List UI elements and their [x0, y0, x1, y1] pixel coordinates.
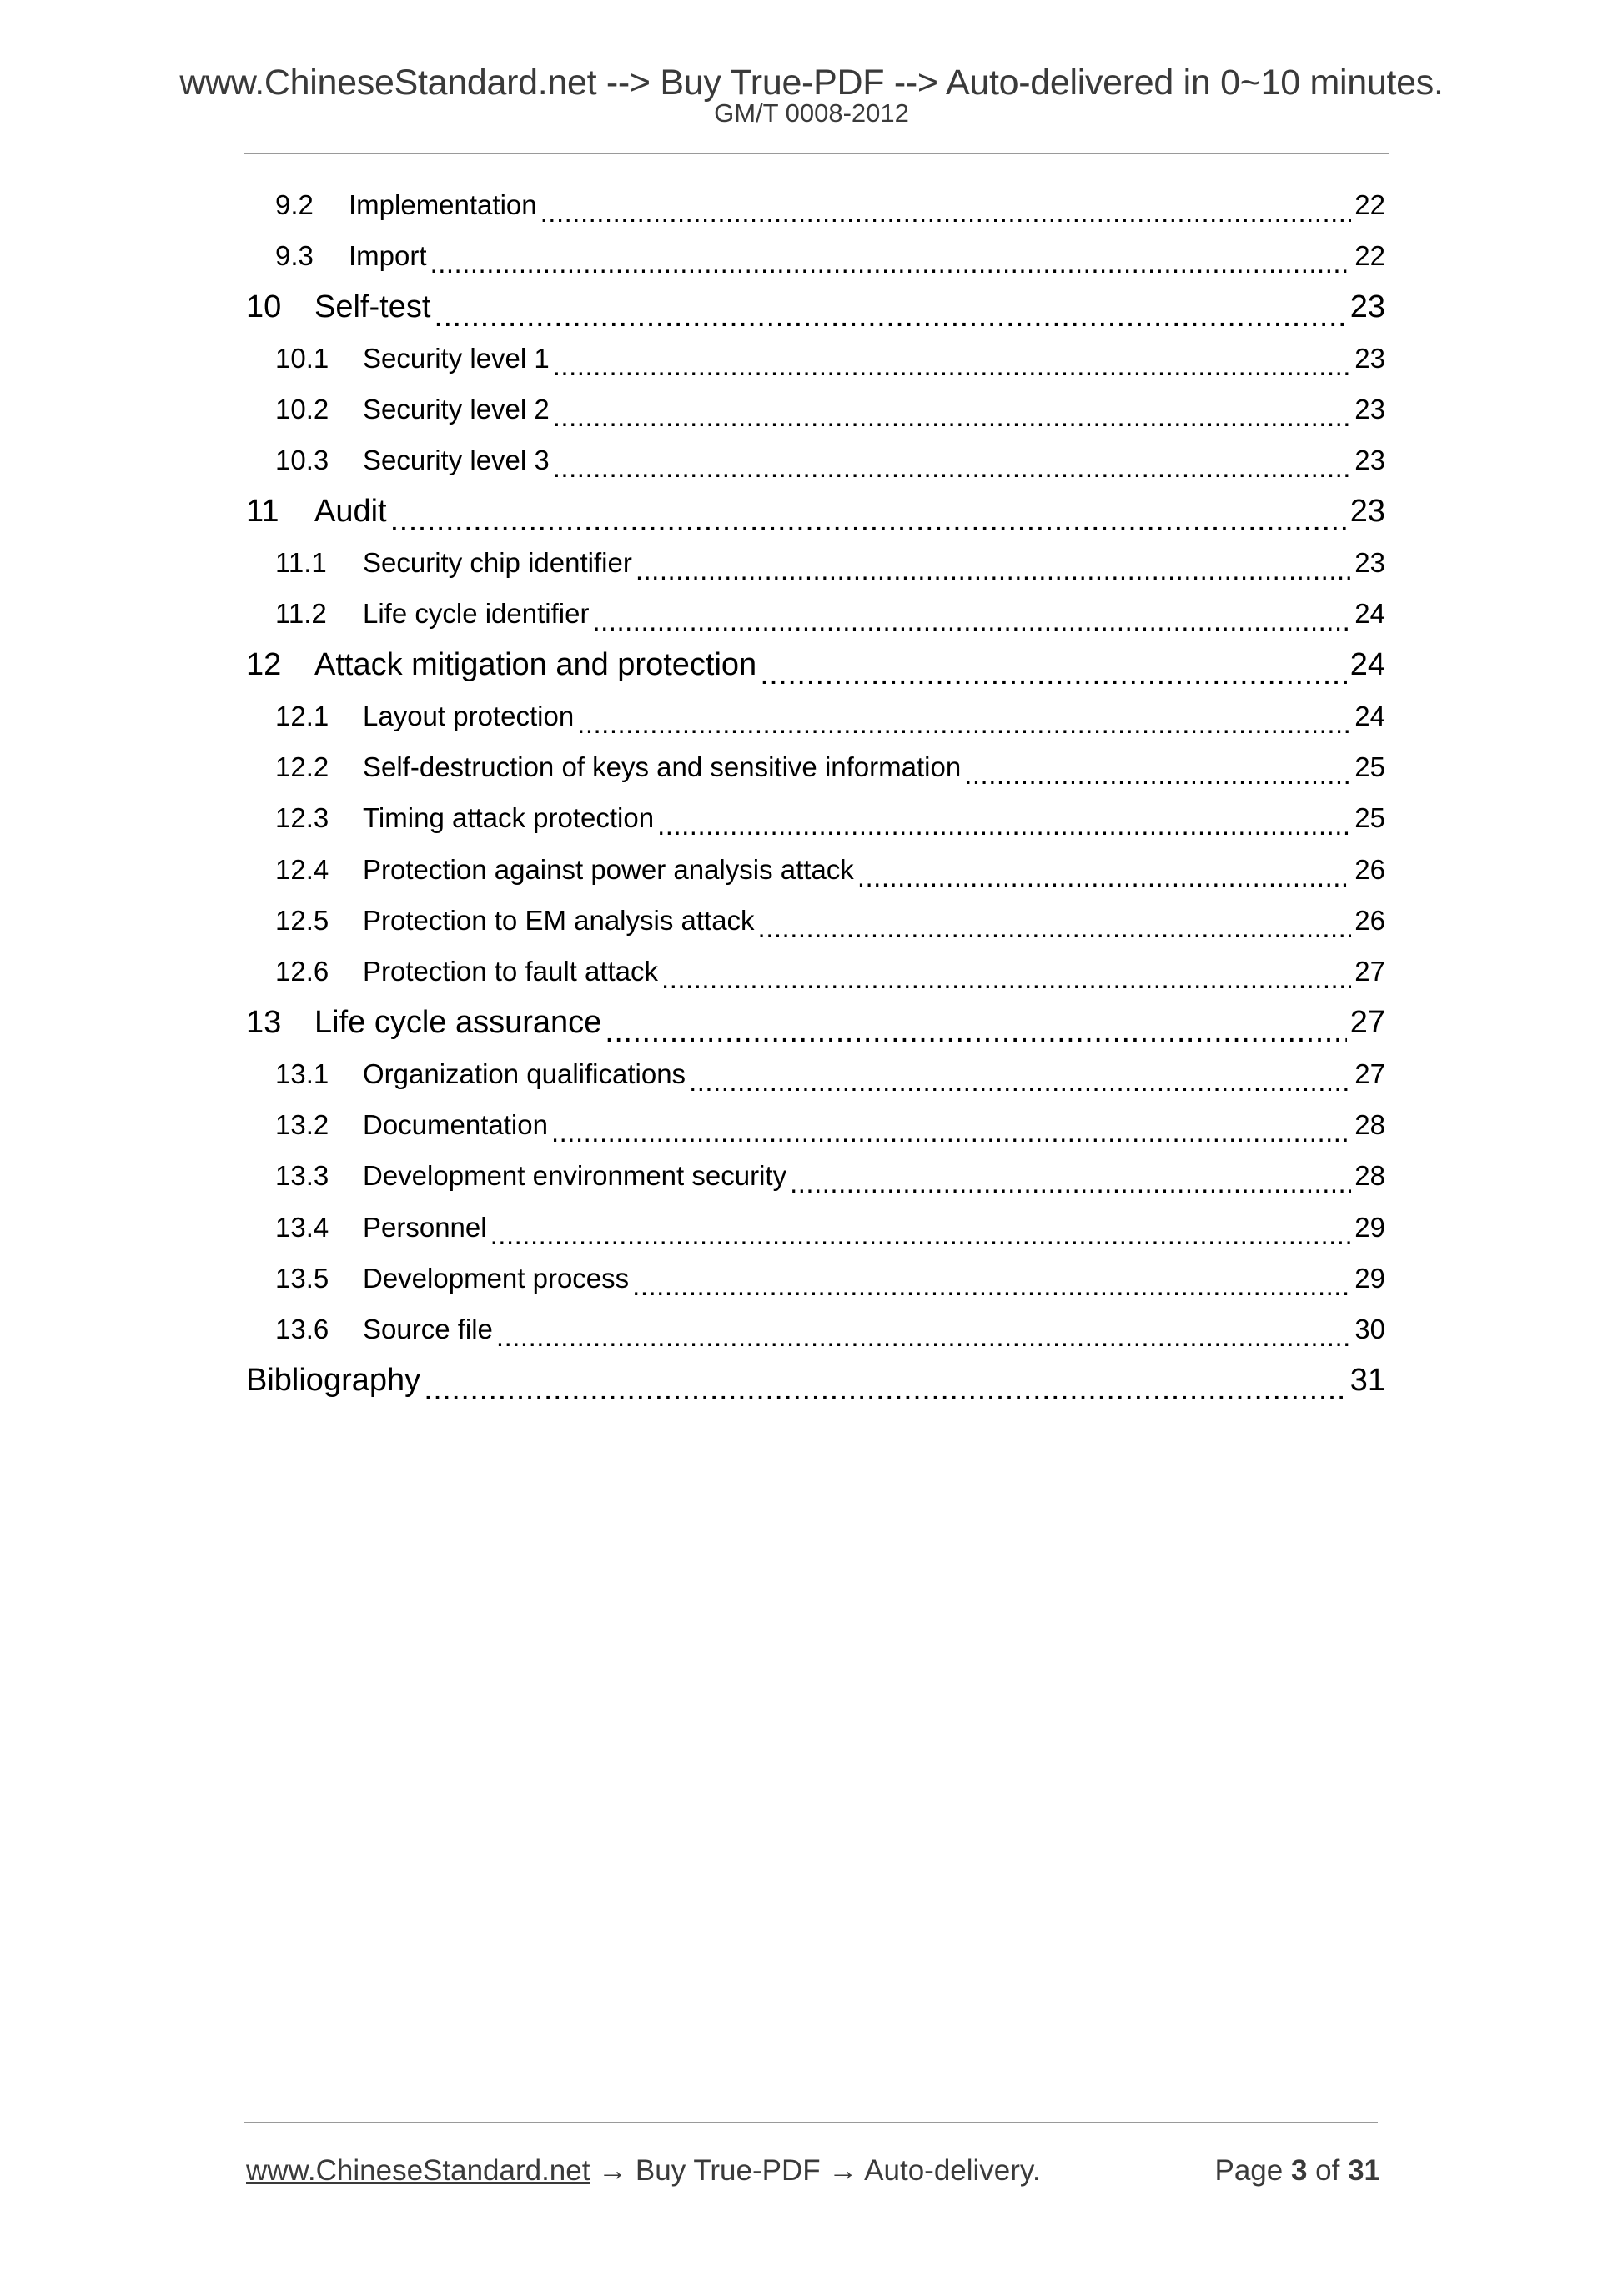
page-prefix: Page: [1214, 2154, 1291, 2187]
toc-number: 13.4: [275, 1211, 329, 1243]
toc-title: Self-test: [314, 289, 431, 324]
dot-leader: [490, 1219, 1352, 1251]
toc-entry[interactable]: [246, 844, 1385, 895]
toc-entry[interactable]: [246, 230, 1385, 281]
toc-page: 23: [1349, 493, 1385, 529]
toc-title: Development environment security: [363, 1160, 787, 1192]
dot-leader: [632, 1270, 1351, 1302]
toc-number: 13.6: [275, 1314, 329, 1345]
toc-entry[interactable]: [246, 741, 1385, 792]
toc-entry[interactable]: [246, 793, 1385, 844]
dot-leader: [592, 605, 1351, 637]
toc-title: Protection to fault attack: [363, 956, 659, 987]
toc-title: Organization qualifications: [363, 1058, 686, 1089]
toc-number: 12.5: [275, 904, 329, 936]
toc-entry[interactable]: [246, 691, 1385, 741]
dot-leader: [758, 912, 1352, 944]
toc-number: 10: [246, 289, 282, 324]
toc-number: 10.1: [275, 342, 329, 374]
toc-title: Protection to EM analysis attack: [363, 904, 755, 936]
toc-title: Audit: [314, 493, 387, 529]
toc-entry[interactable]: [246, 282, 1385, 333]
toc-page: 27: [1354, 956, 1385, 987]
toc-title: Bibliography: [246, 1362, 421, 1398]
toc-title: Attack mitigation and protection: [314, 646, 757, 682]
toc-title: Security level 2: [363, 393, 550, 425]
toc-number: 9.3: [275, 239, 314, 271]
dot-leader: [496, 1321, 1351, 1353]
toc-page: 29: [1354, 1262, 1385, 1294]
toc-number: 12.3: [275, 802, 329, 834]
standard-code: GM/T 0008-2012: [714, 98, 909, 128]
toc-page: 24: [1354, 598, 1385, 630]
dot-leader: [430, 248, 1352, 279]
toc-number: 13.5: [275, 1262, 329, 1294]
dot-leader: [390, 503, 1347, 539]
toc-number: 13.1: [275, 1058, 329, 1089]
toc-page: 23: [1354, 445, 1385, 476]
toc-entry[interactable]: [246, 435, 1385, 485]
toc-entry[interactable]: [246, 895, 1385, 946]
toc-title: Security level 1: [363, 342, 550, 374]
dot-leader: [657, 810, 1351, 842]
site-link[interactable]: www.ChineseStandard.net: [246, 2154, 590, 2187]
toc-entry[interactable]: [246, 588, 1385, 639]
toc-entry[interactable]: [246, 640, 1385, 691]
toc-entry[interactable]: [246, 1099, 1385, 1150]
toc-title: Security level 3: [363, 445, 550, 476]
dot-leader: [964, 759, 1351, 791]
toc-page: 23: [1354, 546, 1385, 578]
toc-page: 25: [1354, 751, 1385, 782]
dot-leader: [577, 708, 1351, 740]
toc-number: 10.3: [275, 445, 329, 476]
toc-number: 11.1: [275, 546, 327, 578]
toc-entry[interactable]: [246, 1151, 1385, 1202]
toc-title: Personnel: [363, 1211, 487, 1243]
toc-number: 11: [246, 493, 279, 529]
toc-page: 23: [1354, 342, 1385, 374]
toc-title: Documentation: [363, 1108, 548, 1140]
toc-number: 12.2: [275, 751, 329, 782]
toc-page: 23: [1354, 393, 1385, 425]
toc-page: 25: [1354, 802, 1385, 834]
toc-number: 10.2: [275, 393, 329, 425]
toc-entry[interactable]: [246, 537, 1385, 588]
toc-page: 27: [1354, 1058, 1385, 1089]
toc-page: 23: [1349, 289, 1385, 324]
dot-leader: [424, 1372, 1347, 1408]
toc-title: Life cycle identifier: [363, 598, 590, 630]
toc-number: 13.2: [275, 1108, 329, 1140]
toc-page: 29: [1354, 1211, 1385, 1243]
toc-page: 26: [1354, 904, 1385, 936]
toc-page: 30: [1354, 1314, 1385, 1345]
total-pages: 31: [1348, 2154, 1380, 2187]
toc-title: Development process: [363, 1262, 630, 1294]
toc-page: 22: [1354, 239, 1385, 271]
toc-number: 9.2: [275, 188, 314, 220]
toc-entry[interactable]: [246, 1253, 1385, 1304]
toc-number: 12.6: [275, 956, 329, 987]
toc-entry[interactable]: [246, 1202, 1385, 1253]
table-of-contents: [246, 179, 1385, 1406]
toc-number: 13.3: [275, 1160, 329, 1192]
toc-entry[interactable]: [246, 1304, 1385, 1355]
dot-leader: [540, 197, 1352, 229]
header-divider: [244, 153, 1389, 154]
toc-page: 24: [1349, 646, 1385, 682]
toc-entry[interactable]: [246, 179, 1385, 230]
toc-number: 12.4: [275, 853, 329, 885]
toc-entry[interactable]: [246, 486, 1385, 537]
toc-title: Security chip identifier: [363, 546, 632, 578]
dot-leader: [857, 862, 1351, 893]
toc-entry-bibliography[interactable]: [246, 1355, 1385, 1406]
toc-number: 11.2: [275, 598, 327, 630]
page-number: [1214, 2154, 1380, 2188]
toc-entry[interactable]: [246, 1048, 1385, 1099]
dot-leader: [760, 656, 1347, 692]
dot-leader: [553, 401, 1352, 433]
toc-page: 31: [1349, 1362, 1385, 1398]
toc-number: 12.1: [275, 700, 329, 731]
dot-leader: [661, 963, 1351, 995]
toc-page: 26: [1354, 853, 1385, 885]
toc-page: 22: [1354, 188, 1385, 220]
footer-promo: [246, 2154, 1041, 2188]
toc-title: Implementation: [349, 188, 537, 220]
toc-title: Life cycle assurance: [314, 1004, 602, 1040]
dot-leader: [605, 1014, 1346, 1050]
toc-entry[interactable]: [246, 333, 1385, 384]
dot-leader: [689, 1066, 1351, 1098]
toc-title: Layout protection: [363, 700, 575, 731]
toc-entry[interactable]: [246, 997, 1385, 1048]
toc-number: 12: [246, 646, 282, 682]
dot-leader: [553, 452, 1352, 484]
toc-page: 24: [1354, 700, 1385, 731]
footer-tail: → Buy True-PDF → Auto-delivery.: [590, 2154, 1041, 2187]
dot-leader: [434, 299, 1346, 334]
toc-entry[interactable]: [246, 384, 1385, 435]
toc-title: Source file: [363, 1314, 493, 1345]
toc-page: 28: [1354, 1160, 1385, 1192]
header-banner: www.ChineseStandard.net --> Buy True-PDF --> Auto-delivered in 0~10 minutes.: [179, 63, 1444, 103]
toc-title: Import: [349, 239, 427, 271]
toc-title: Timing attack protection: [363, 802, 655, 834]
dot-leader: [636, 555, 1351, 586]
page-of: of: [1307, 2154, 1349, 2187]
footer-divider: [244, 2122, 1378, 2123]
dot-leader: [551, 1117, 1351, 1148]
page-footer: [246, 2154, 1380, 2188]
current-page: 3: [1290, 2154, 1308, 2187]
dot-leader: [553, 350, 1352, 382]
toc-page: 28: [1354, 1108, 1385, 1140]
toc-entry[interactable]: [246, 946, 1385, 997]
toc-title: Self-destruction of keys and sensitive information: [363, 751, 962, 782]
toc-number: 13: [246, 1004, 282, 1040]
dot-leader: [790, 1168, 1351, 1199]
toc-title: Protection against power analysis attack: [363, 853, 854, 885]
toc-page: 27: [1349, 1004, 1385, 1040]
